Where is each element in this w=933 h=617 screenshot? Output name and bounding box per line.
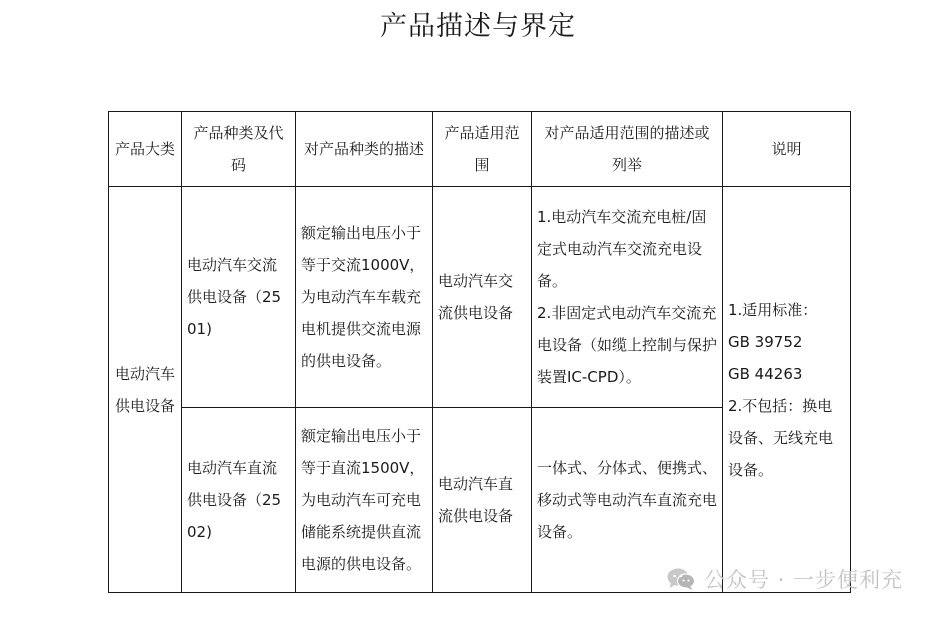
column-header: 产品适用范围 — [433, 112, 532, 187]
column-header: 说明 — [723, 112, 851, 187]
wechat-icon — [666, 567, 696, 591]
product-definition-table — [108, 111, 851, 593]
page-title: 产品描述与界定 — [380, 11, 576, 42]
watermark-text: 公众号 · 一步便利充 — [703, 568, 903, 592]
application-scope-description-cell: 一体式、分体式、便携式、移动式等电动汽车直流充电设备。 — [532, 408, 723, 593]
note-cell: 1.适用标准： GB 39752 GB 44263 2.不包括：换电设备、无线充电设备。 — [723, 187, 851, 593]
column-header: 产品大类 — [109, 112, 182, 187]
product-type-code-cell: 电动汽车交流供电设备（2501) — [182, 187, 296, 408]
table-header-row — [109, 112, 851, 187]
column-header: 对产品适用范围的描述或列举 — [532, 112, 723, 187]
product-type-description-cell: 额定输出电压小于等于直流1500V，为电动汽车可充电储能系统提供直流电源的供电设备。 — [296, 408, 433, 593]
application-scope-cell: 电动汽车直流供电设备 — [433, 408, 532, 593]
watermark — [666, 562, 903, 596]
product-type-description-cell: 额定输出电压小于等于交流1000V，为电动汽车车载充电机提供交流电源的供电设备。 — [296, 187, 433, 408]
column-header: 产品种类及代码 — [182, 112, 296, 187]
product-type-code-cell: 电动汽车直流供电设备（2502) — [182, 408, 296, 593]
application-scope-cell: 电动汽车交流供电设备 — [433, 187, 532, 408]
table-row — [109, 187, 851, 408]
product-category-cell: 电动汽车供电设备 — [109, 187, 182, 593]
column-header: 对产品种类的描述 — [296, 112, 433, 187]
application-scope-description-cell: 1.电动汽车交流充电桩/固定式电动汽车交流充电设备。 2.非固定式电动汽车交流充电设备（如缆上控制与保护装置IC-CPD）。 — [532, 187, 723, 408]
